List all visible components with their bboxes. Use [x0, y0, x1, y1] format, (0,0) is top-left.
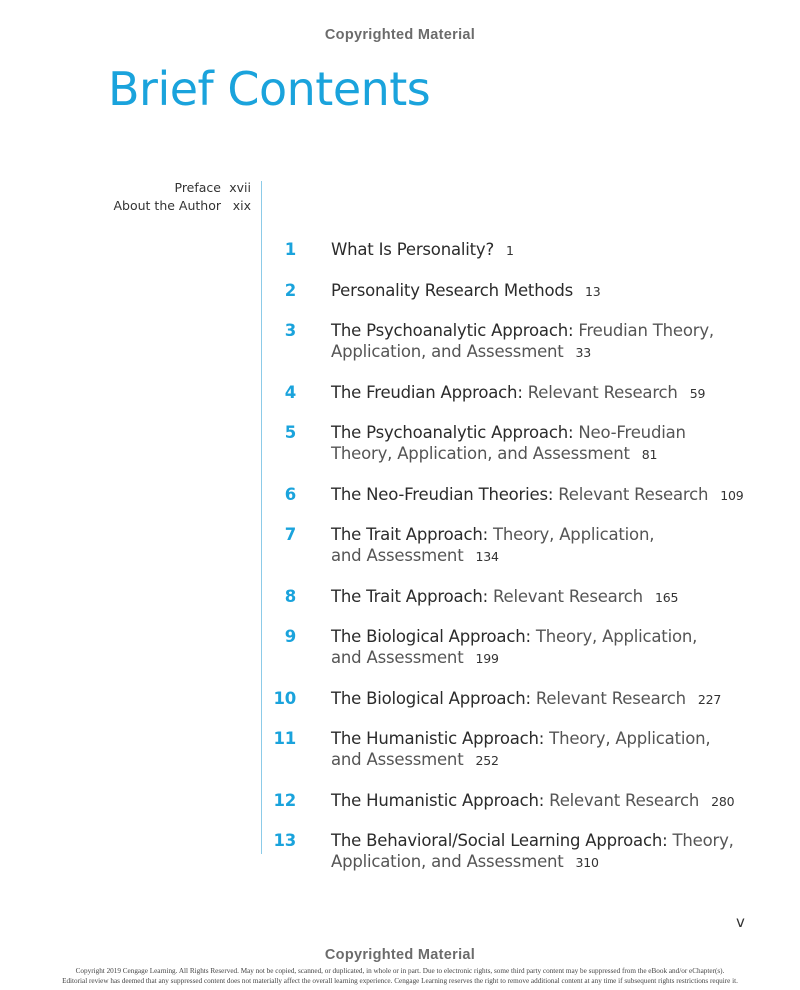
chapter-page: 134	[475, 549, 499, 564]
chapter-subtitle: Relevant Research	[544, 790, 700, 810]
chapter-entry[interactable]	[270, 280, 770, 302]
chapter-title: The Humanistic Approach:	[331, 729, 545, 748]
front-matter-page: xvii	[229, 180, 251, 195]
chapter-subtitle: Theory, Application,	[530, 627, 698, 646]
chapter-subtitle-cont: Application, and Assessment	[331, 852, 564, 871]
chapter-subtitle: Relevant Research	[530, 688, 686, 708]
chapter-page: 280	[711, 793, 735, 809]
chapter-page: 109	[720, 487, 744, 503]
chapter-entry[interactable]	[270, 320, 770, 363]
chapter-subtitle: Relevant Research	[487, 586, 643, 606]
chapter-page: 165	[654, 589, 679, 605]
legal-line: Editorial review has deemed that any suppressed content does not materially affect the overall learning experience. Cengage Learning reserves the right to remove additional content at any time if subsequent rights restrictions require it.	[62, 977, 738, 985]
chapter-entry[interactable]	[270, 830, 770, 873]
chapter-subtitle: Theory, Application,	[544, 729, 711, 748]
front-matter-label: About the Author	[113, 198, 221, 213]
chapter-entry[interactable]	[270, 239, 770, 261]
chapter-entry[interactable]	[270, 484, 770, 506]
chapter-page: 199	[475, 651, 499, 666]
chapter-number: 4	[284, 382, 296, 402]
front-matter-item[interactable]	[113, 197, 251, 215]
chapter-subtitle: Relevant Research	[553, 484, 709, 504]
chapter-page: 1	[506, 243, 514, 258]
chapter-entry[interactable]	[270, 688, 770, 710]
copyrighted-material-header: Copyrighted Material	[324, 27, 476, 43]
chapter-number: 2	[284, 280, 296, 300]
chapter-number: 10	[273, 688, 296, 708]
chapter-subtitle: Neo-Freudian	[573, 423, 686, 442]
chapter-title: The Psychoanalytic Approach:	[331, 423, 574, 442]
chapter-number: 8	[284, 586, 296, 606]
chapter-number: 7	[284, 525, 296, 544]
chapter-number: 12	[273, 790, 296, 810]
chapter-title: The Trait Approach:	[331, 586, 488, 606]
chapter-title: The Biological Approach:	[331, 627, 531, 646]
legal-notice	[0, 966, 800, 986]
chapter-title: The Freudian Approach:	[331, 382, 523, 402]
chapter-page: 81	[641, 447, 658, 462]
chapter-entry[interactable]	[270, 586, 770, 608]
chapter-entry[interactable]	[270, 790, 770, 812]
chapter-entry[interactable]	[270, 382, 770, 404]
chapter-number: 13	[273, 831, 296, 850]
chapter-number: 6	[284, 484, 296, 504]
chapter-title: The Humanistic Approach:	[331, 790, 545, 810]
chapter-number: 9	[284, 627, 296, 646]
front-matter-list	[113, 179, 251, 215]
chapter-title: The Behavioral/Social Learning Approach:	[331, 831, 668, 850]
chapter-page: 252	[475, 753, 499, 768]
chapter-title: The Biological Approach:	[331, 688, 531, 708]
front-matter-label: Preface	[174, 180, 221, 195]
chapter-subtitle: Freudian Theory,	[573, 321, 714, 340]
chapter-number: 1	[284, 240, 296, 259]
chapter-page: 310	[575, 855, 599, 870]
vertical-divider	[261, 181, 262, 854]
chapter-page: 13	[585, 283, 601, 299]
chapter-page: 33	[575, 345, 592, 360]
chapter-entry[interactable]	[270, 728, 770, 771]
front-matter-item[interactable]	[113, 179, 251, 197]
chapter-number: 11	[273, 729, 296, 748]
chapter-title: Personality Research Methods	[331, 280, 574, 300]
chapter-number: 5	[284, 423, 296, 442]
chapter-subtitle: Theory,	[667, 831, 734, 850]
front-matter-page: xix	[232, 198, 251, 213]
chapter-list	[270, 239, 770, 892]
copyrighted-material-footer: Copyrighted Material	[324, 947, 476, 963]
chapter-subtitle-cont: and Assessment	[331, 750, 464, 769]
chapter-title: The Psychoanalytic Approach:	[331, 321, 574, 340]
chapter-subtitle-cont: Application, and Assessment	[331, 342, 564, 361]
page-title: Brief Contents	[108, 62, 431, 116]
chapter-subtitle: Relevant Research	[522, 382, 678, 402]
chapter-page: 227	[697, 691, 722, 707]
chapter-title: The Neo-Freudian Theories:	[331, 484, 554, 504]
legal-line: Copyright 2019 Cengage Learning. All Rights Reserved. May not be copied, scanned, or duplicated, in whole or in part. Due to electronic rights, some third party content may be suppressed from the eBook and/or eChapter(s).	[75, 967, 725, 975]
chapter-subtitle-cont: Theory, Application, and Assessment	[331, 444, 630, 463]
chapter-subtitle: Theory, Application,	[487, 525, 655, 544]
chapter-subtitle-cont: and Assessment	[331, 546, 464, 565]
chapter-entry[interactable]	[270, 626, 770, 669]
chapter-title: What Is Personality?	[331, 240, 495, 259]
page-number: v	[736, 913, 745, 931]
chapter-entry[interactable]	[270, 524, 770, 567]
chapter-title: The Trait Approach:	[331, 525, 488, 544]
chapter-subtitle-cont: and Assessment	[331, 648, 464, 667]
chapter-page: 59	[689, 385, 706, 401]
chapter-number: 3	[284, 321, 296, 340]
chapter-entry[interactable]	[270, 422, 770, 465]
